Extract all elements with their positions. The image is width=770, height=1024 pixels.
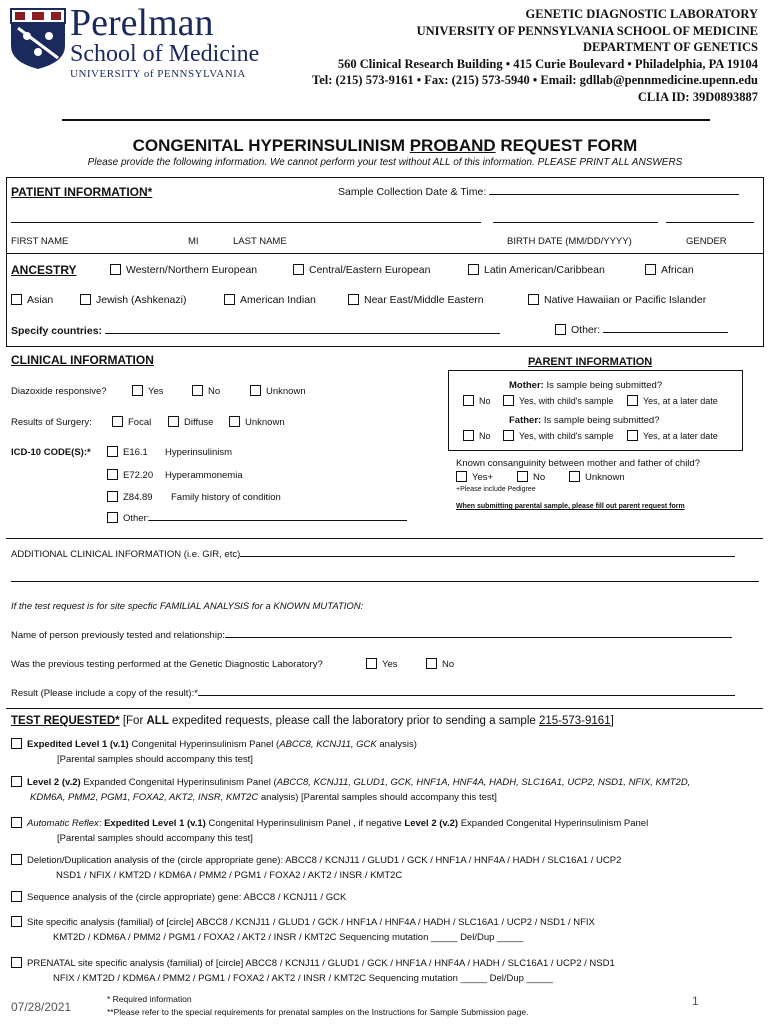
- icd-e161[interactable]: [107, 446, 232, 458]
- surgery-diffuse-label: Diffuse: [184, 417, 214, 428]
- gender-label: GENDER: [686, 236, 727, 247]
- surgery-focal-label: Focal: [128, 417, 152, 428]
- t5: Sequence analysis of the (circle appropriate) gene: ABCC8 / KCNJ11 / GCK: [27, 892, 347, 903]
- patient-divider: [6, 253, 763, 254]
- t6-line2: KMT2D / KDM6A / PMM2 / PGM1 / FOXA2 / AKT2 / INSR / KMT2C Sequencing mutation _____ Del/Dup _____: [53, 932, 524, 943]
- surgery-unknown-label: Unknown: [245, 417, 285, 428]
- t2-genes: ABCC8, KCNJ11, GLUD1, GCK, HNF1A, HNF4A, HADH, SLC16A1, UCP2, NSD1, NFIX, KMT2D,: [276, 777, 691, 788]
- mi-label: MI: [188, 236, 199, 247]
- ancestry-jewish[interactable]: [80, 294, 186, 306]
- tests-heading-label: TEST REQUESTED*: [11, 715, 120, 727]
- diazoxide-no-label: No: [208, 386, 221, 397]
- patient-heading: PATIENT INFORMATION*: [11, 185, 153, 199]
- diazoxide-unknown[interactable]: [250, 385, 306, 397]
- father-question: [509, 415, 660, 426]
- consang-no[interactable]: [517, 471, 545, 483]
- consang-unknown[interactable]: [569, 471, 625, 483]
- dob-label: BIRTH DATE (MM/DD/YYYY): [507, 236, 632, 247]
- header-line6: CLIA ID: 39D0893887: [637, 89, 758, 104]
- footer-date: 07/28/2021: [11, 1000, 72, 1014]
- dob-field[interactable]: [493, 222, 658, 223]
- checkbox[interactable]: [11, 776, 22, 787]
- person-tested-field[interactable]: [225, 637, 732, 638]
- ancestry-african-label: African: [661, 264, 694, 276]
- parent-heading: PARENT INFORMATION: [528, 356, 653, 368]
- logo-line3: UNIVERSITY of PENNSYLVANIA: [70, 68, 246, 80]
- checkbox[interactable]: [528, 294, 539, 305]
- icd-z8489-desc: Family history of condition: [171, 492, 281, 503]
- header-line3: DEPARTMENT OF GENETICS: [582, 40, 758, 54]
- ancestry-western-label: Western/Northern European: [126, 264, 258, 276]
- additional-field[interactable]: [240, 556, 735, 557]
- checkbox[interactable]: [11, 891, 22, 902]
- checkbox[interactable]: [468, 264, 479, 275]
- header-line1: GENETIC DIAGNOSTIC LABORATORY: [525, 7, 758, 21]
- ancestry-other: [555, 324, 728, 336]
- consanguinity-question: Known consanguinity between mother and father of child?: [456, 458, 700, 469]
- checkbox[interactable]: [456, 471, 467, 482]
- father-later-label: Yes, at a later date: [643, 431, 718, 441]
- surgery-unknown[interactable]: [229, 416, 285, 428]
- instructions: Please provide the following information. We cannot perform your test without ALL of this information. PLEASE PRINT ALL ANSWERS: [87, 157, 683, 168]
- consang-unknown-label: Unknown: [585, 472, 625, 483]
- mother-with-child-label: Yes, with child's sample: [519, 396, 614, 406]
- additional-label: ADDITIONAL CLINICAL INFORMATION (i.e. GIR, etc): [11, 549, 241, 560]
- collection-label: [338, 186, 739, 198]
- first-name-label: FIRST NAME: [11, 236, 69, 247]
- t3-d: Expanded Congenital Hyperinsulinism Panel: [458, 818, 649, 829]
- ancestry-hawaiian-label: Native Hawaiian or Pacific Islander: [544, 294, 707, 306]
- icd-other-field[interactable]: [149, 520, 407, 521]
- specify-countries-label: Specify countries:: [11, 325, 103, 337]
- checkbox[interactable]: [426, 658, 437, 669]
- previous-yes-label: Yes: [382, 659, 398, 670]
- ancestry-african[interactable]: [645, 264, 694, 276]
- ancestry-latin-label: Latin American/Caribbean: [484, 264, 605, 276]
- mother-with-child[interactable]: [503, 395, 613, 406]
- section-divider-2: [6, 708, 763, 709]
- t1-a: Congenital Hyperinsulinism Panel (: [128, 739, 280, 750]
- checkbox[interactable]: [517, 471, 528, 482]
- checkbox[interactable]: [112, 416, 123, 427]
- father-later[interactable]: [627, 430, 718, 441]
- footer-note-required: * Required information: [107, 994, 192, 1004]
- checkbox[interactable]: [11, 957, 22, 968]
- checkbox[interactable]: [11, 817, 22, 828]
- test-level2[interactable]: [11, 775, 690, 805]
- father-with-child-label: Yes, with child's sample: [519, 431, 614, 441]
- clinical-heading: CLINICAL INFORMATION: [11, 353, 154, 367]
- header-line5: Tel: (215) 573-9161 • Fax: (215) 573-5940 • Email: gdllab@pennmedicine.upenn.edu: [312, 73, 758, 87]
- tests-note-all: ALL: [146, 715, 169, 727]
- result: [11, 688, 735, 699]
- t3-line2: [Parental samples should accompany this test]: [57, 833, 253, 844]
- previous-no[interactable]: [426, 658, 454, 670]
- t3-c: Congenital Hyperinsulinism Panel , if negative: [205, 818, 405, 829]
- icd-other-label: Other:: [123, 513, 150, 524]
- tests-note-mid: expedited requests, please call the laboratory prior to sending a sample: [168, 715, 539, 727]
- checkbox[interactable]: [107, 446, 118, 457]
- checkbox[interactable]: [107, 512, 118, 523]
- consang-yes[interactable]: [456, 471, 493, 483]
- checkbox[interactable]: [11, 738, 22, 749]
- t4-a: Deletion/Duplication analysis of the (circle appropriate gene): ABCC8 / KCNJ11 / GLUD1 / GCK / HNF1A / HNF4A / HADH / SLC16A1 / UCP2: [27, 855, 622, 866]
- t2-genes-2: KDM6A, PMM2, PGM1, FOXA2, AKT2, INSR, KMT2C: [30, 792, 259, 803]
- t1-c: analysis): [376, 739, 417, 750]
- icd-e7220-code: E72.20: [123, 470, 154, 481]
- diazoxide-yes[interactable]: [132, 385, 164, 397]
- father-q: Is sample being submitted?: [543, 415, 660, 426]
- ancestry-other-label: Other:: [571, 324, 601, 336]
- lab-phone: 215-573-9161: [538, 715, 611, 727]
- checkbox[interactable]: [11, 294, 22, 305]
- checkbox[interactable]: [11, 916, 22, 927]
- test-deldup[interactable]: [11, 853, 621, 883]
- surgery-label: Results of Surgery:: [11, 417, 92, 428]
- test-prenatal[interactable]: [11, 956, 615, 986]
- first-name-field[interactable]: [11, 222, 481, 223]
- form-title: [0, 136, 770, 156]
- t2-line2: analysis) [Parental samples should accompany this test]: [258, 792, 497, 803]
- diazoxide-no[interactable]: [192, 385, 220, 397]
- checkbox[interactable]: [224, 294, 235, 305]
- t4-line2: NSD1 / NFIX / KMT2D / KDM6A / PMM2 / PGM1 / FOXA2 / AKT2 / INSR / KMT2C: [56, 870, 403, 881]
- checkbox[interactable]: [366, 658, 377, 669]
- ancestry-central-label: Central/Eastern European: [309, 264, 431, 276]
- t2-bold: Level 2 (v.2): [27, 777, 81, 788]
- checkbox[interactable]: [107, 469, 118, 480]
- additional-field-2[interactable]: [11, 581, 759, 582]
- t7: PRENATAL site specific analysis (familial) of [circle] ABCC8 / KCNJ11 / GLUD1 / GCK / HNF1A / HNF4A / HADH / SLC16A1 / UCP2 / NSD1: [27, 958, 615, 969]
- checkbox[interactable]: [110, 264, 121, 275]
- collection-text: Sample Collection Date & Time:: [338, 186, 487, 198]
- checkbox[interactable]: [80, 294, 91, 305]
- footer-note-prenatal: **Please refer to the special requirements for prenatal samples on the Instructions for Sample Submission page.: [107, 1007, 529, 1017]
- checkbox[interactable]: [107, 491, 118, 502]
- lab-header: [312, 6, 758, 105]
- checkbox[interactable]: [11, 854, 22, 865]
- father-no[interactable]: [463, 430, 491, 441]
- pedigree-note: +Please include Pedigree: [456, 486, 536, 493]
- t1-bold: Expedited Level 1 (v.1): [27, 739, 129, 750]
- t3-bold: Expedited Level 1 (v.1): [104, 818, 206, 829]
- familial-note: If the test request is for site specfic FAMILIAL ANALYSIS for a KNOWN MUTATION:: [11, 601, 364, 612]
- mother-label: Mother:: [509, 380, 544, 391]
- result-label: Result (Please include a copy of the result):*: [11, 688, 198, 699]
- ancestry-american-indian-label: American Indian: [240, 294, 316, 306]
- father-no-label: No: [479, 431, 491, 441]
- result-field[interactable]: [198, 695, 735, 696]
- person-tested: [11, 630, 732, 641]
- icd-e161-code: E16.1: [123, 447, 148, 458]
- t3-italic: Automatic Reflex: [27, 818, 99, 829]
- previous-no-label: No: [442, 659, 455, 670]
- icd-other[interactable]: [107, 512, 407, 524]
- ancestry-asian[interactable]: [11, 294, 53, 306]
- additional-info: [11, 549, 735, 560]
- ancestry-western[interactable]: [110, 264, 257, 276]
- checkbox[interactable]: [555, 324, 566, 335]
- ancestry-near-east-label: Near East/Middle Eastern: [364, 294, 484, 306]
- header-divider: [62, 119, 710, 121]
- consang-no-label: No: [533, 472, 546, 483]
- header-line2: UNIVERSITY OF PENNSYLVANIA SCHOOL OF MEDICINE: [416, 23, 758, 38]
- father-label: Father:: [509, 415, 542, 426]
- ancestry-asian-label: Asian: [27, 294, 54, 306]
- tests-heading: [11, 715, 614, 727]
- checkbox[interactable]: [229, 416, 240, 427]
- checkbox[interactable]: [293, 264, 304, 275]
- header-line4: 560 Clinical Research Building • 415 Curie Boulevard • Philadelphia, PA 19104: [337, 56, 758, 71]
- previous-yes[interactable]: [366, 658, 398, 670]
- section-divider: [6, 538, 763, 539]
- checkbox[interactable]: [627, 430, 638, 441]
- diazoxide-yes-label: Yes: [148, 386, 164, 397]
- checkbox[interactable]: [569, 471, 580, 482]
- consang-yes-label: Yes+: [472, 472, 494, 483]
- page-number: 1: [692, 994, 699, 1008]
- title-post: REQUEST FORM: [495, 136, 638, 155]
- title-proband: PROBAND: [409, 136, 496, 155]
- ancestry-hawaiian[interactable]: [528, 294, 706, 306]
- test-sequence[interactable]: [11, 891, 346, 903]
- t3-a: :: [98, 818, 105, 829]
- title-pre: CONGENITAL HYPERINSULINISM: [132, 136, 410, 155]
- penn-shield-logo: [10, 8, 66, 70]
- ancestry-latin[interactable]: [468, 264, 605, 276]
- specify-countries: [11, 325, 500, 337]
- patient-box: [6, 177, 764, 347]
- checkbox[interactable]: [168, 416, 179, 427]
- tests-note-pre: [For: [119, 715, 147, 727]
- icd-e7220-desc: Hyperammonemia: [165, 470, 243, 481]
- ancestry-american-indian[interactable]: [224, 294, 316, 306]
- ancestry-jewish-label: Jewish (Ashkenazi): [96, 294, 187, 306]
- checkbox[interactable]: [463, 430, 474, 441]
- checkbox[interactable]: [132, 385, 143, 396]
- t1-line2: [Parental samples should accompany this test]: [57, 754, 253, 765]
- test-expedited-level1[interactable]: [11, 737, 417, 767]
- ancestry-heading: ANCESTRY: [11, 263, 77, 277]
- ancestry-near-east[interactable]: [348, 294, 484, 306]
- specify-countries-field[interactable]: [105, 333, 500, 334]
- icd-z8489-code: Z84.89: [123, 492, 153, 503]
- tests-note-end: ]: [610, 715, 614, 727]
- logo-wordmark: [70, 4, 259, 80]
- t6: Site specific analysis (familial) of [circle] ABCC8 / KCNJ11 / GLUD1 / GCK / HNF1A / HNF4A / HADH / SLC16A1 / UCP2 / NSD1 / NFIX: [27, 917, 595, 928]
- checkbox[interactable]: [348, 294, 359, 305]
- t7-line2: NFIX / KMT2D / KDM6A / PMM2 / PGM1 / FOXA2 / AKT2 / INSR / KMT2C Sequencing mutation _____ Del/Dup _____: [53, 973, 554, 984]
- diazoxide-label: Diazoxide responsive?: [11, 386, 107, 397]
- logo-line1: Perelman: [70, 2, 214, 44]
- icd-label: ICD-10 CODE(S):*: [11, 447, 91, 458]
- icd-z8489[interactable]: [107, 491, 281, 503]
- checkbox[interactable]: [250, 385, 261, 396]
- t1-genes: ABCC8, KCNJ11, GCK: [279, 739, 377, 750]
- checkbox[interactable]: [627, 395, 638, 406]
- person-tested-label: Name of person previously tested and relationship:: [11, 630, 225, 641]
- previous-testing-label: Was the previous testing performed at the Genetic Diagnostic Laboratory?: [11, 659, 323, 670]
- checkbox[interactable]: [645, 264, 656, 275]
- t3-bold2: Level 2 (v.2): [404, 818, 459, 829]
- test-automatic-reflex[interactable]: [11, 816, 648, 846]
- mother-later-label: Yes, at a later date: [643, 396, 718, 406]
- father-with-child[interactable]: [503, 430, 613, 441]
- parent-form-note: When submitting parental sample, please fill out parent request form: [456, 503, 685, 510]
- test-site-specific[interactable]: [11, 915, 595, 945]
- t2-a: Expanded Congenital Hyperinsulinism Panel (: [80, 777, 277, 788]
- ancestry-other-field[interactable]: [603, 332, 728, 333]
- logo-line2: School of Medicine: [70, 41, 260, 67]
- checkbox[interactable]: [503, 395, 514, 406]
- diazoxide-unknown-label: Unknown: [266, 386, 306, 397]
- mother-question: [509, 380, 662, 391]
- mother-q: Is sample being submitted?: [546, 380, 663, 391]
- collection-field[interactable]: [489, 194, 739, 195]
- checkbox[interactable]: [192, 385, 203, 396]
- mother-no-label: No: [479, 396, 491, 406]
- surgery-diffuse[interactable]: [168, 416, 213, 428]
- icd-e7220[interactable]: [107, 469, 243, 481]
- surgery-focal[interactable]: [112, 416, 151, 428]
- checkbox[interactable]: [503, 430, 514, 441]
- gender-field[interactable]: [666, 222, 754, 223]
- ancestry-central[interactable]: [293, 264, 430, 276]
- last-name-label: LAST NAME: [233, 236, 287, 247]
- mother-later[interactable]: [627, 395, 718, 406]
- mother-no[interactable]: [463, 395, 491, 406]
- checkbox[interactable]: [463, 395, 474, 406]
- icd-e161-desc: Hyperinsulinism: [165, 447, 233, 458]
